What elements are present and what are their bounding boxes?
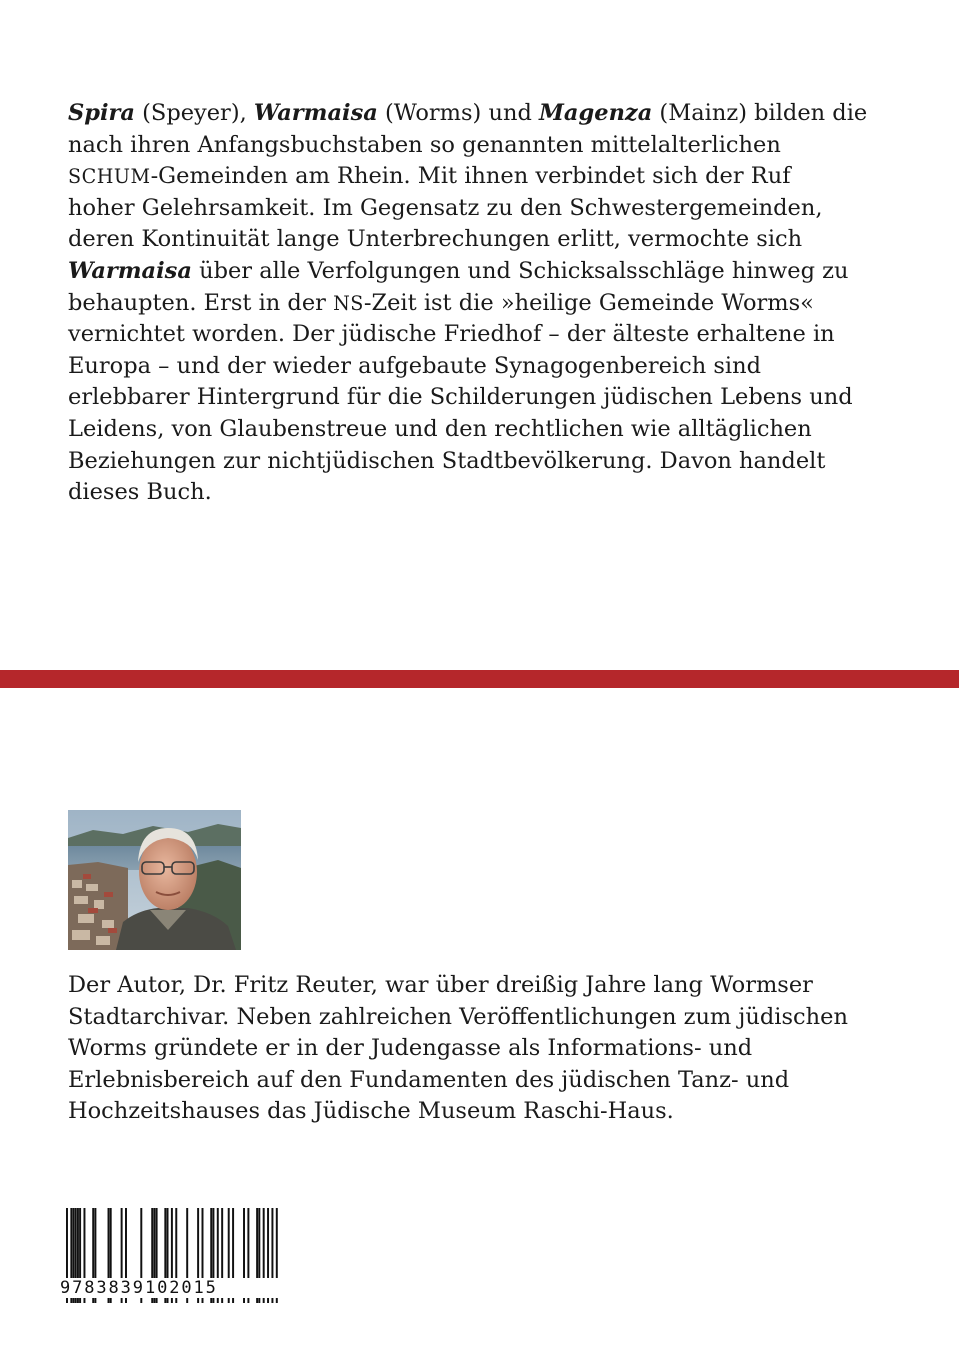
blurb-line: behaupten. Erst in der NS-Zeit ist die »heilige Gemeinde Worms«: [68, 289, 814, 316]
author-line: Stadtarchivar. Neben zahlreichen Veröffentlichungen zum jüdischen: [68, 1003, 848, 1030]
blurb-line: erlebbarer Hintergrund für die Schilderungen jüdischen Lebens und: [68, 384, 853, 411]
blurb-line: Beziehungen zur nichtjüdischen Stadtbevölkerung. Davon handelt: [68, 447, 826, 474]
term-spira: Spira: [68, 100, 135, 126]
blurb-line: nach ihren Anfangsbuchstaben so genannten mittelalterlichen: [68, 131, 781, 158]
cover-blurb: [68, 98, 898, 509]
isbn-number: 9783839102015: [58, 1278, 282, 1298]
blurb-line: vernichtet worden. Der jüdische Friedhof – der älteste erhaltene in: [68, 321, 835, 348]
author-portrait-image: [68, 810, 241, 950]
blurb-line: dieses Buch.: [68, 479, 212, 506]
blurb-line: SCHUM-Gemeinden am Rhein. Mit ihnen verbindet sich der Ruf: [68, 163, 791, 190]
term-warmaisa: Warmaisa: [253, 100, 378, 126]
term-magenza: Magenza: [539, 100, 653, 126]
author-line: Hochzeitshauses das Jüdische Museum Raschi-Haus.: [68, 1098, 674, 1125]
author-line: Erlebnisbereich auf den Fundamenten des jüdischen Tanz- und: [68, 1066, 790, 1093]
blurb-line: Leidens, von Glaubenstreue und den rechtlichen wie alltäglichen: [68, 415, 812, 442]
author-photo: [68, 810, 241, 950]
blurb-line: Warmaisa über alle Verfolgungen und Schicksalsschläge hinweg zu: [68, 257, 849, 284]
author-line: Der Autor, Dr. Fritz Reuter, war über dreißig Jahre lang Wormser: [68, 972, 813, 998]
red-divider: [0, 670, 959, 688]
blurb-line: deren Kontinuität lange Unterbrechungen erlitt, vermochte sich: [68, 226, 803, 253]
blurb-line: Spira (Speyer), Warmaisa (Worms) und Magenza (Mainz) bilden die: [68, 100, 868, 126]
author-bio: [68, 970, 898, 1128]
author-line: Worms gründete er in der Judengasse als Informations- und: [68, 1035, 753, 1062]
blurb-line: Europa – und der wieder aufgebaute Synagogenbereich sind: [68, 352, 761, 379]
blurb-line: hoher Gelehrsamkeit. Im Gegensatz zu den Schwestergemeinden,: [68, 194, 823, 221]
term-warmaisa: Warmaisa: [68, 257, 192, 284]
